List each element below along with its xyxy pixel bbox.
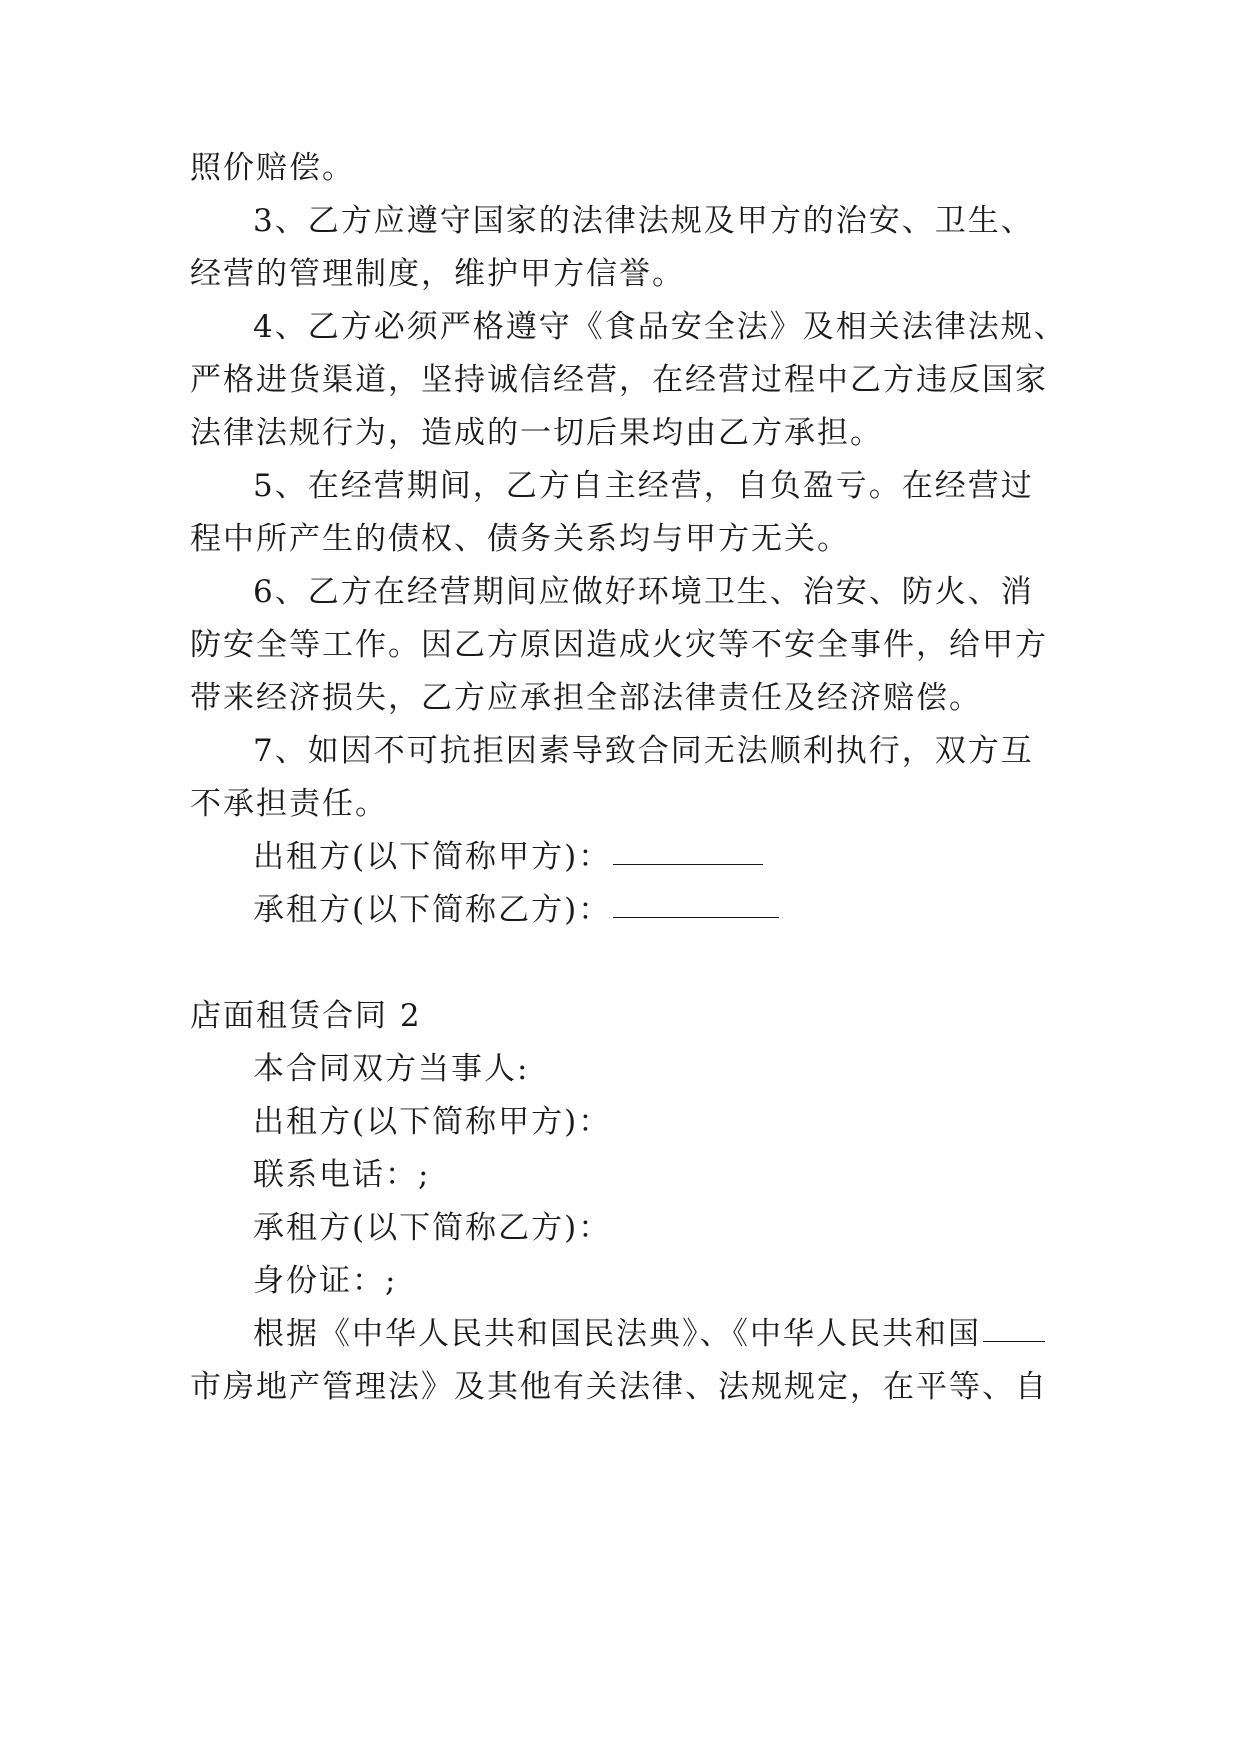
lessee-signature-label: 承租方(以下简称乙方)： [253, 892, 612, 928]
lessor-signature-label: 出租方(以下简称甲方)： [253, 839, 612, 875]
lessor-field: 出租方(以下简称甲方)： [253, 1104, 612, 1140]
basis-paragraph-line [253, 1314, 1045, 1354]
paragraph-line: 严格进货渠道，坚持诚信经营，在经营过程中乙方违反国家 [190, 362, 1048, 398]
parties-heading: 本合同双方当事人: [253, 1051, 530, 1087]
id-card-field: 身份证：; [253, 1263, 398, 1299]
clause-3-line: 3、乙方应遵守国家的法律法规及甲方的治安、卫生、 [253, 203, 1034, 239]
paragraph-line: 程中所产生的债权、债务关系均与甲方无关。 [190, 521, 850, 557]
clause-4-line: 4、乙方必须严格遵守《食品安全法》及相关法律法规、 [253, 309, 1067, 345]
paragraph-line: 法律法规行为，造成的一切后果均由乙方承担。 [190, 415, 883, 451]
basis-text: 根据《中华人民共和国民法典》、《中华人民共和国 [253, 1316, 981, 1352]
paragraph-line: 防安全等工作。因乙方原因造成火灾等不安全事件，给甲方 [190, 627, 1048, 663]
clause-5-line: 5、在经营期间，乙方自主经营，自负盈亏。在经营过 [253, 468, 1034, 504]
lessee-field: 承租方(以下简称乙方)： [253, 1210, 612, 1246]
city-blank [983, 1340, 1045, 1342]
lessor-signature-blank [613, 863, 763, 865]
lessee-signature-blank [613, 916, 779, 918]
paragraph-line: 不承担责任。 [190, 786, 388, 822]
phone-field: 联系电话：; [253, 1157, 431, 1193]
section-title: 店面租赁合同 2 [190, 998, 422, 1034]
paragraph-line: 经营的管理制度，维护甲方信誉。 [190, 256, 685, 292]
clause-6-line: 6、乙方在经营期间应做好环境卫生、治安、防火、消 [253, 574, 1034, 610]
paragraph-line: 市房地产管理法》及其他有关法律、法规规定，在平等、自 [190, 1369, 1048, 1405]
paragraph-line: 带来经济损失，乙方应承担全部法律责任及经济赔偿。 [190, 680, 982, 716]
paragraph-line: 照价赔偿。 [190, 150, 355, 186]
clause-7-line: 7、如因不可抗拒因素导致合同无法顺利执行，双方互 [253, 733, 1034, 769]
lessor-signature-line [253, 837, 763, 877]
lessee-signature-line [253, 890, 779, 930]
